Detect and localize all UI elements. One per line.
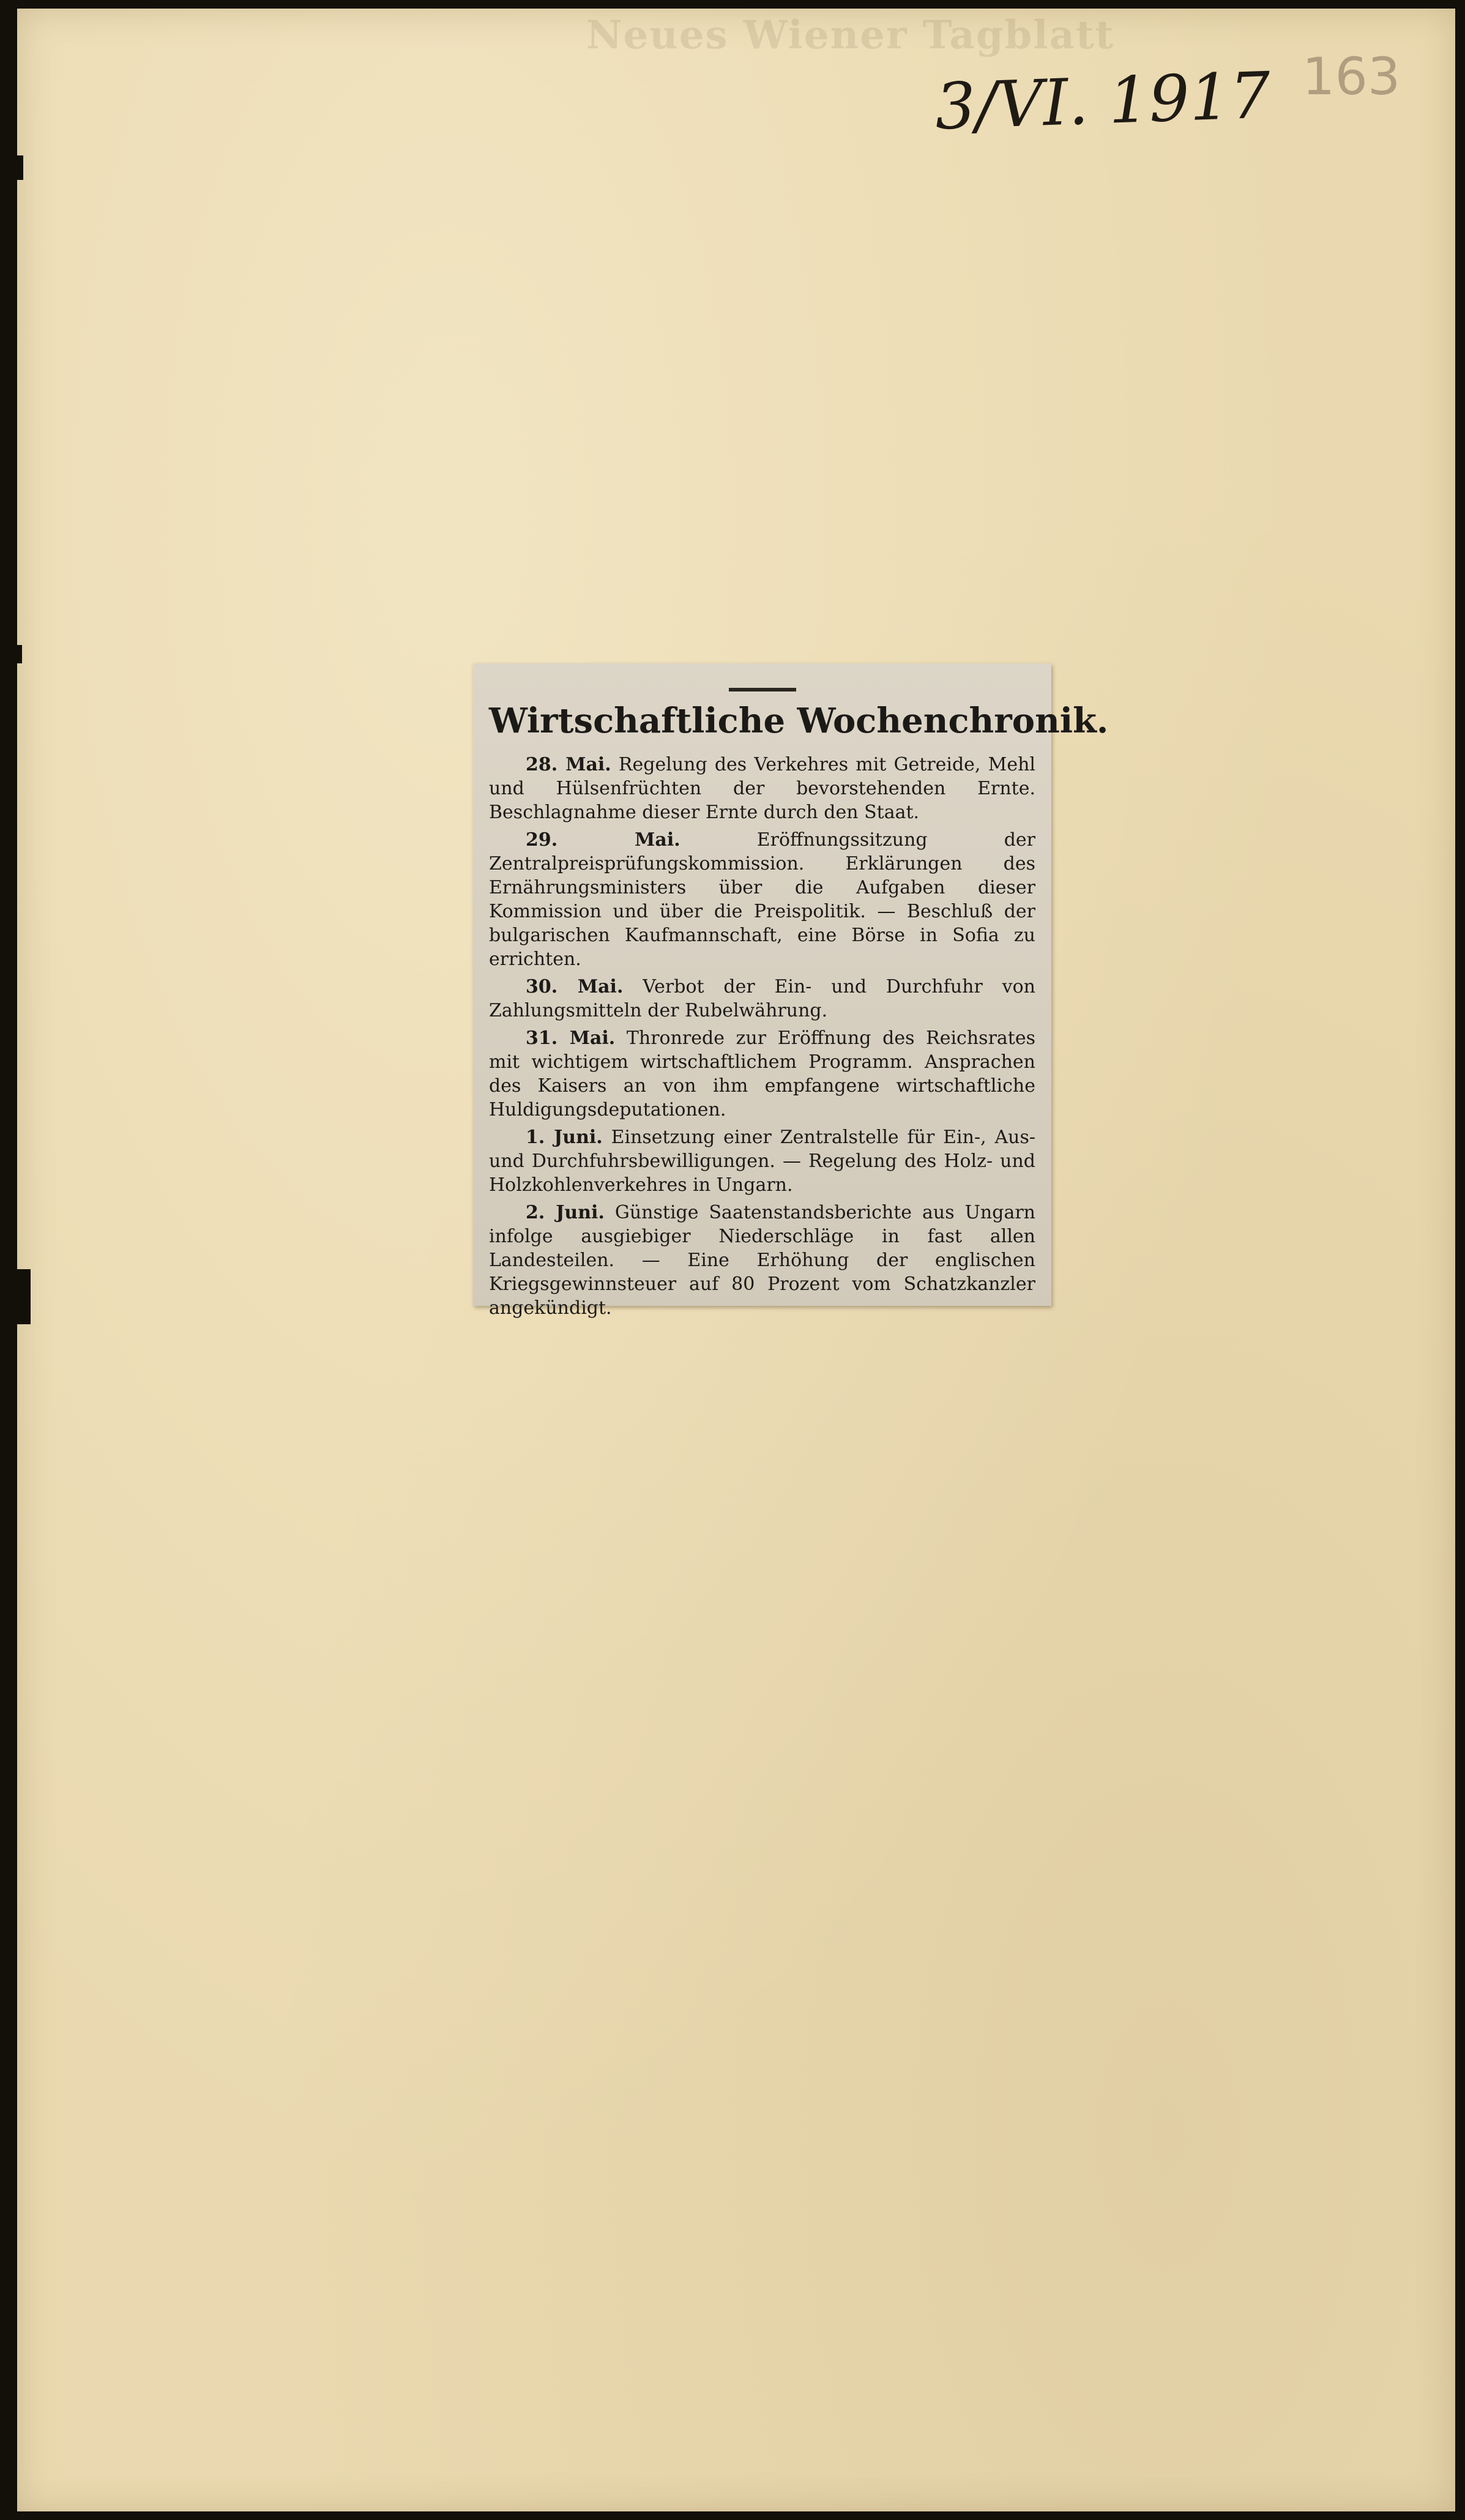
entry-date: 30. Mai. (526, 976, 624, 997)
chronicle-entry (489, 753, 1035, 824)
chronicle-entry (489, 1201, 1035, 1320)
page-number: 163 (1302, 47, 1401, 106)
entry-text: Eröffnungssitzung der Zentralpreisprüfungskommission. Erklärungen des Ernährungsministers über die Aufgaben dieser Kommission und über die Preispolitik. — Beschluß der bulgarischen Kaufmannschaft, eine Börse in Sofia zu errichten. (489, 829, 1035, 970)
edge-tear (17, 155, 23, 180)
newspaper-stamp: Neues Wiener Tagblatt (586, 12, 1115, 58)
clipping-headline: Wirtschaftliche Wochenchronik. (489, 701, 1109, 741)
entry-date: 1. Juni. (526, 1127, 603, 1148)
entry-date: 2. Juni. (526, 1202, 605, 1223)
entry-date: 28. Mai. (526, 754, 611, 775)
chronicle-entry (489, 828, 1035, 971)
chronicle-entry (489, 1026, 1035, 1122)
entry-text: Regelung des Verkehres mit Getreide, Mehl und Hülsenfrüchten der bevorstehenden Ernte. Beschlagnahme dieser Ernte durch den Staat. (489, 754, 1036, 823)
edge-tear (17, 645, 22, 663)
entry-text: Einsetzung einer Zentralstelle für Ein-, Aus- und Durchfuhrsbewilligungen. — Regelung des Holz- und Holzkohlenverkehres in Ungarn. (489, 1127, 1035, 1196)
archive-sheet (17, 9, 1455, 2511)
chronicle-entry (489, 1125, 1035, 1197)
entry-date: 31. Mai. (526, 1027, 616, 1049)
clipping-rule (729, 688, 796, 692)
edge-tear (17, 1269, 31, 1324)
entry-date: 29. Mai. (526, 829, 680, 851)
entry-text: Günstige Saatenstandsberichte aus Ungarn infolge ausgiebiger Niederschläge in fast allen Landesteilen. — Eine Erhöhung der englischen Kriegsgewinnsteuer auf 80 Prozent vom Schatzkanzler angekündigt. (489, 1202, 1035, 1319)
handwritten-date: 3/VI. 1917 (934, 58, 1272, 144)
entry-text: Thronrede zur Eröffnung des Reichsrates mit wichtigem wirtschaftlichem Programm. Ansprachen des Kaisers an von ihm empfangene wirtschaftliche Huldigungsdeputationen. (489, 1027, 1036, 1120)
chronicle-entry (489, 975, 1035, 1023)
newspaper-clipping (473, 663, 1109, 1319)
entry-text: Verbot der Ein- und Durchfuhr von Zahlungsmitteln der Rubelwährung. (489, 976, 1035, 1021)
